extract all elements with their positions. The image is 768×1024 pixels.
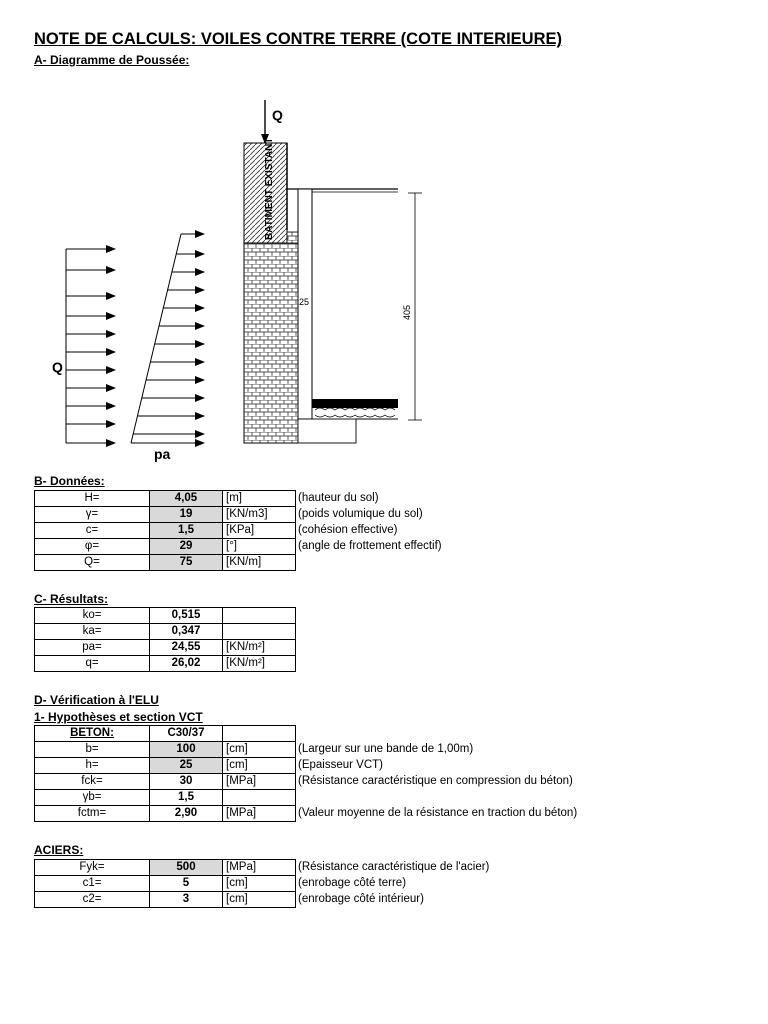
table-row [35, 876, 493, 892]
beton-note [296, 790, 581, 806]
table-row [35, 806, 581, 822]
beton-value[interactable]: 25 [150, 758, 223, 774]
param-note: (hauteur du sol) [298, 492, 379, 504]
section-a-heading: A- Diagramme de Poussée: [34, 53, 190, 67]
param-value[interactable]: 29 [150, 539, 223, 555]
param-label: γ= [35, 507, 150, 523]
param-note [296, 555, 446, 571]
page-title: NOTE DE CALCULS: VOILES CONTRE TERRE (COTE INTERIEURE) [34, 30, 563, 48]
acier-note: (enrobage côté terre) [298, 877, 407, 889]
beton-label: h= [35, 758, 150, 774]
aciers-heading: ACIERS: [34, 843, 84, 857]
param-unit: [m] [223, 491, 296, 507]
param-label: c= [35, 523, 150, 539]
param-unit: [KN/m3] [223, 507, 296, 523]
table-row [35, 860, 493, 876]
acier-note: (Résistance caractéristique de l'acier) [298, 861, 490, 873]
table-row [35, 640, 296, 656]
param-label: H= [35, 491, 150, 507]
param-label: Q= [35, 555, 150, 571]
result-value: 26,02 [150, 656, 223, 672]
wall-thickness-label: 25 [299, 297, 310, 307]
building-label: BATIMENT EXISTANT [264, 137, 275, 240]
acier-unit: [cm] [223, 892, 296, 908]
param-note: (angle de frottement effectif) [298, 540, 442, 552]
table-row [35, 507, 446, 523]
table-row [35, 491, 446, 507]
result-label: pa= [35, 640, 150, 656]
bottom-slab [298, 399, 398, 443]
table-row [35, 758, 581, 774]
param-note: (poids volumique du sol) [298, 508, 423, 520]
aciers-table [34, 859, 493, 908]
table-row [35, 726, 581, 742]
resultats-table [34, 607, 296, 672]
result-unit [223, 624, 296, 640]
param-value[interactable]: 19 [150, 507, 223, 523]
result-unit: [KN/m²] [223, 640, 296, 656]
beton-value: 1,5 [150, 790, 223, 806]
surcharge-label: Q [52, 359, 63, 375]
beton-header-label: BETON: [35, 726, 150, 742]
section-d1-heading: 1- Hypothèses et section VCT [34, 710, 203, 724]
beton-unit: [cm] [223, 758, 296, 774]
acier-value: 3 [150, 892, 223, 908]
retaining-wall [244, 232, 298, 443]
beton-note: (Largeur sur une bande de 1,00m) [298, 743, 474, 755]
beton-label: γb= [35, 790, 150, 806]
height-dimension-label: 405 [402, 304, 412, 320]
section-c-heading: C- Résultats: [34, 592, 109, 606]
param-unit: [°] [223, 539, 296, 555]
result-unit: [KN/m²] [223, 656, 296, 672]
acier-unit: [cm] [223, 876, 296, 892]
beton-value: 30 [150, 774, 223, 790]
donnees-table [34, 490, 446, 571]
acier-note: (enrobage côté intérieur) [298, 893, 424, 905]
param-unit: [KPa] [223, 523, 296, 539]
section-b-heading: B- Données: [34, 474, 105, 488]
acier-unit: [MPa] [223, 860, 296, 876]
beton-value[interactable]: 100 [150, 742, 223, 758]
param-value[interactable]: 4,05 [150, 491, 223, 507]
earth-pressure-arrows [131, 234, 204, 443]
acier-label: c1= [35, 876, 150, 892]
beton-label: fck= [35, 774, 150, 790]
beton-note: (Valeur moyenne de la résistance en traction du béton) [298, 807, 578, 819]
param-value[interactable]: 75 [150, 555, 223, 571]
beton-header-unit [223, 726, 296, 742]
table-row [35, 742, 581, 758]
result-label: ka= [35, 624, 150, 640]
beton-unit: [MPa] [223, 806, 296, 822]
table-row [35, 539, 446, 555]
acier-value[interactable]: 500 [150, 860, 223, 876]
section-d-heading: D- Vérification à l'ELU [34, 693, 159, 707]
table-row [35, 656, 296, 672]
beton-unit [223, 790, 296, 806]
beton-unit: [cm] [223, 742, 296, 758]
result-unit [223, 608, 296, 624]
table-row [35, 790, 581, 806]
table-row [35, 774, 581, 790]
table-row [35, 608, 296, 624]
acier-value: 5 [150, 876, 223, 892]
beton-table [34, 725, 581, 822]
beton-note: (Epaisseur VCT) [298, 759, 383, 771]
param-label: φ= [35, 539, 150, 555]
table-row [35, 892, 493, 908]
result-label: ko= [35, 608, 150, 624]
top-load-label: Q [272, 107, 283, 123]
beton-class: C30/37 [150, 726, 223, 742]
table-row [35, 624, 296, 640]
surcharge-arrows [66, 249, 115, 443]
pressure-diagram [0, 0, 768, 470]
beton-unit: [MPa] [223, 774, 296, 790]
result-label: q= [35, 656, 150, 672]
param-unit: [KN/m] [223, 555, 296, 571]
beton-label: b= [35, 742, 150, 758]
param-value[interactable]: 1,5 [150, 523, 223, 539]
table-row [35, 555, 446, 571]
earth-pressure-label: pa [154, 446, 171, 462]
result-value: 24,55 [150, 640, 223, 656]
acier-label: c2= [35, 892, 150, 908]
beton-value: 2,90 [150, 806, 223, 822]
param-note: (cohésion effective) [298, 524, 398, 536]
result-value: 0,347 [150, 624, 223, 640]
table-row [35, 523, 446, 539]
result-value: 0,515 [150, 608, 223, 624]
beton-note: (Résistance caractéristique en compression du béton) [298, 775, 573, 787]
beton-label: fctm= [35, 806, 150, 822]
acier-label: Fyk= [35, 860, 150, 876]
